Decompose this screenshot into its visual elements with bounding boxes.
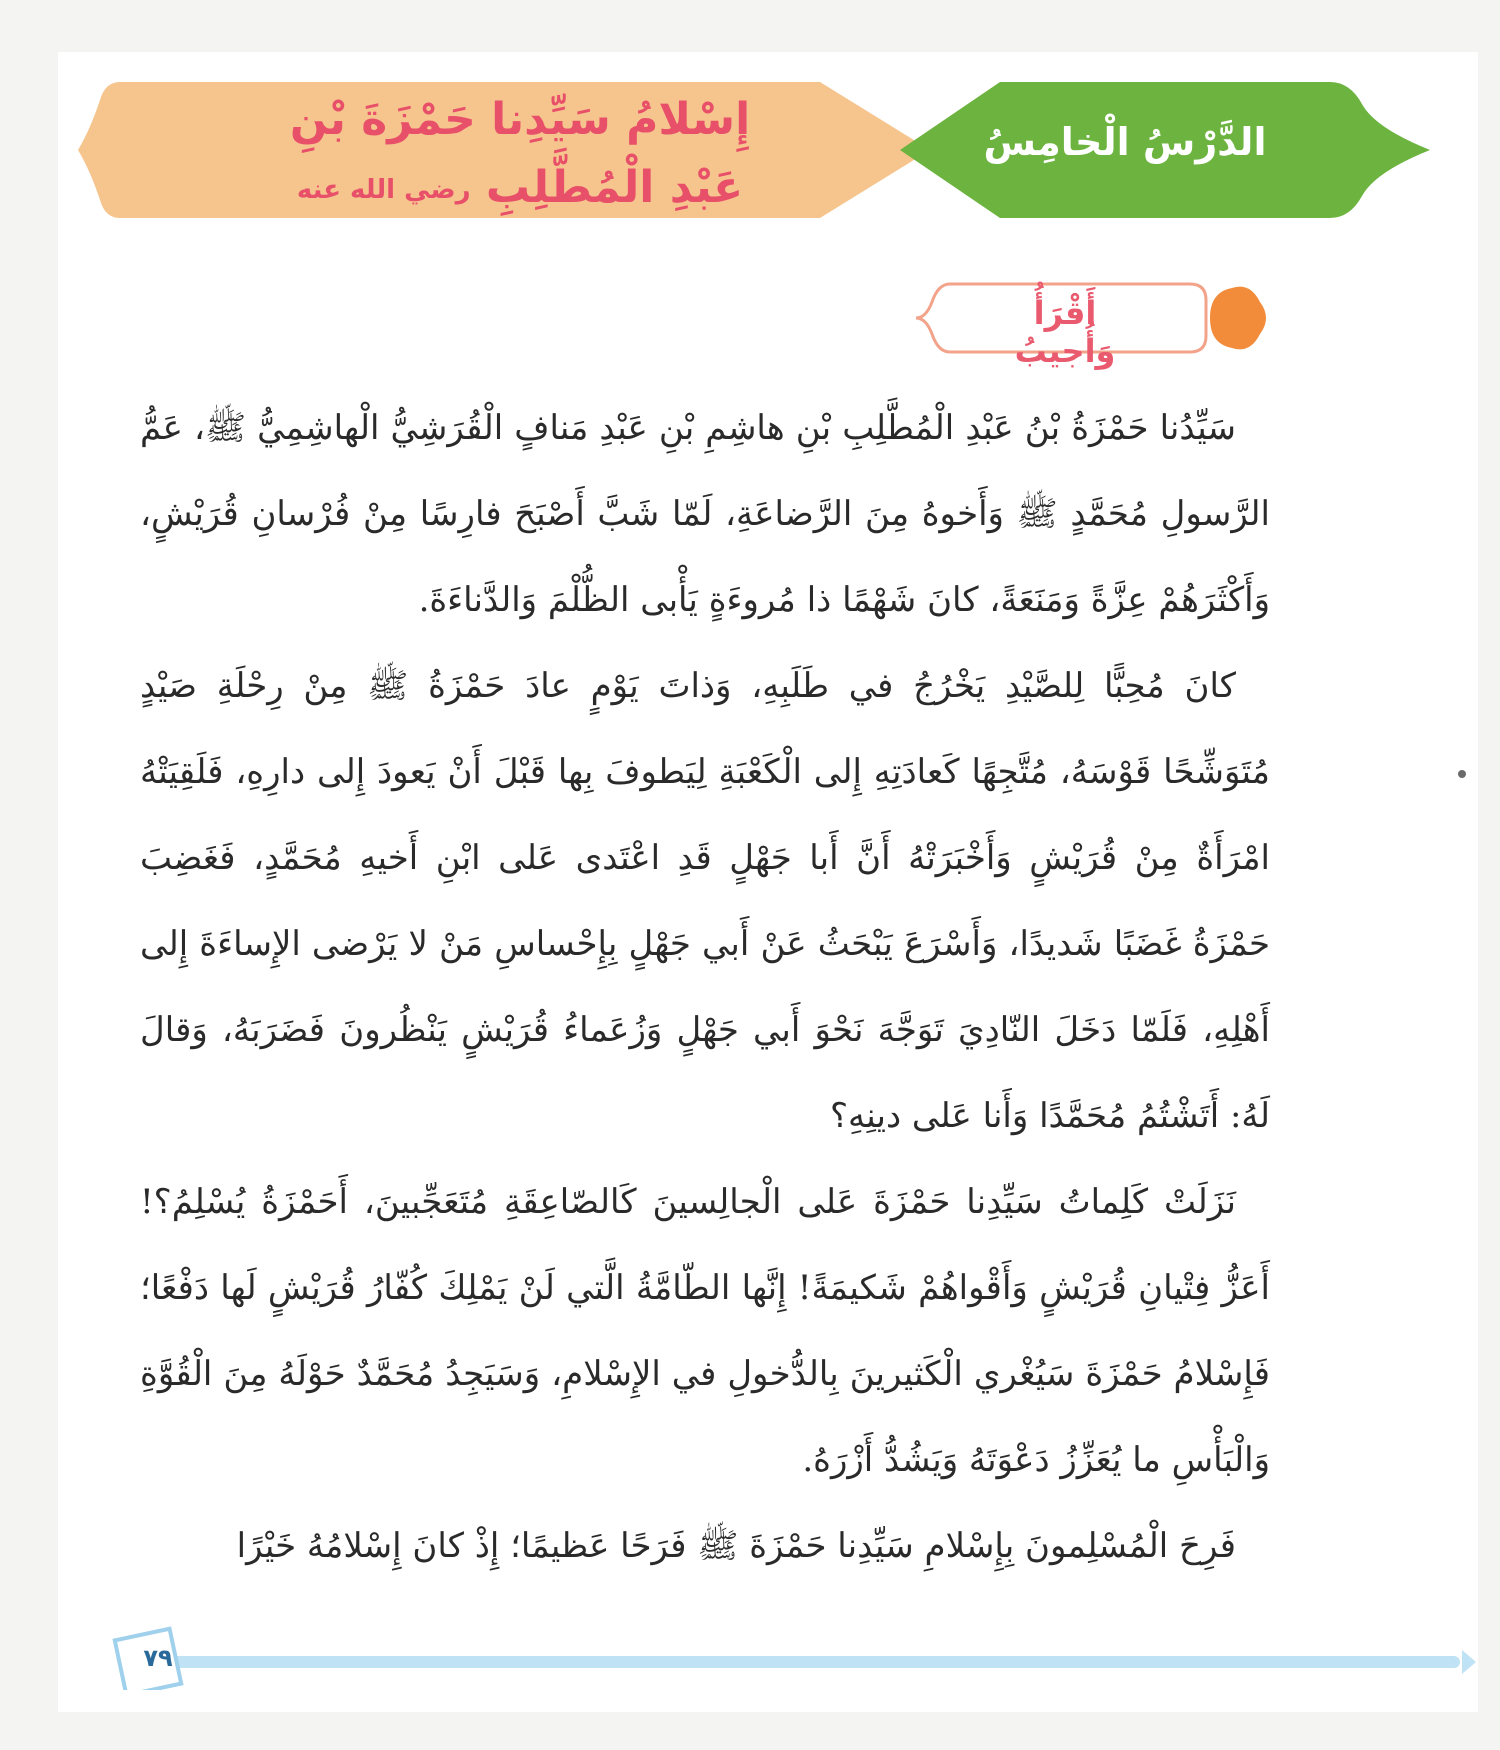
paragraph-2: كانَ مُحِبًّا لِلصَّيْدِ يَخْرُجُ في طَلَبِهِ، وَذاتَ يَوْمٍ عادَ حَمْزَةُ ﷺ مِنْ رِحْلَةِ صَيْدٍ مُتَوَشِّحًا قَوْسَهُ، مُتَّجِهًا كَعادَتِهِ إِلى الْكَعْبَةِ لِيَطوفَ بِها قَبْلَ أَنْ يَعودَ إِلى دارِهِ، فَلَقِيَتْهُ امْرَأَةٌ مِنْ قُرَيْشٍ وَأَخْبَرَتْهُ أَنَّ أَبا جَهْلٍ قَدِ اعْتَدى عَلى ابْنِ أَخيهِ مُحَمَّدٍ، فَغَضِبَ حَمْزَةُ غَضَبًا شَديدًا، وَأَسْرَعَ يَبْحَثُ عَنْ أَبي جَهْلٍ بِإِحْساسِ مَنْ لا يَرْضى الإِساءَةَ إِلى أَهْلِهِ، فَلَمّا دَخَلَ النّادِيَ تَوَجَّهَ نَحْوَ أَبي جَهْلٍ وَزُعَماءُ قُرَيْشٍ يَنْظُرونَ فَضَرَبَهُ، وَقالَ لَهُ: أَتَشْتُمُ مُحَمَّدًا وَأَنا عَلى دينِهِ؟ [140, 666, 1270, 1136]
paragraph-4: فَرِحَ الْمُسْلِمونَ بِإِسْلامِ سَيِّدِنا حَمْزَةَ ﷺ فَرَحًا عَظيمًا؛ إِذْ كانَ إِسْلامُهُ خَيْرًا [236, 1526, 1236, 1566]
lesson-title-line2: عَبْدِ الْمُطَّلِبِ [485, 162, 744, 213]
section-heading-label: أَقْرَأُ وَأُجيبُ [1014, 294, 1116, 370]
lesson-title-line1: إِسْلامُ سَيِّدِنا حَمْزَةَ بْنِ [289, 94, 751, 145]
section-heading [910, 272, 1270, 370]
footer-shapes [100, 1600, 1480, 1690]
lesson-label: الدَّرْسُ الْخامِسُ [983, 120, 1267, 164]
lesson-title-line2-wrap [200, 154, 840, 224]
lesson-body [140, 385, 1270, 1589]
lesson-title [200, 86, 840, 224]
honorific-mark: رضي الله عنه [296, 175, 471, 205]
footer-bar-tip [1462, 1650, 1476, 1674]
orange-flower-icon [1210, 287, 1266, 350]
edge-dot [1458, 770, 1466, 778]
paragraph-3: نَزَلَتْ كَلِماتُ سَيِّدِنا حَمْزَةَ عَلى الْجالِسينَ كَالصّاعِقَةِ مُتَعَجِّبينَ، أَحَمْزَةُ يُسْلِمُ؟! أَعَزُّ فِتْيانِ قُرَيْشٍ وَأَقْواهُمْ شَكيمَةً! إِنَّها الطّامَّةُ الَّتي لَنْ يَمْلِكَ كُفّارُ قُرَيْشٍ لَها دَفْعًا؛ فَإِسْلامُ حَمْزَةَ سَيُغْري الْكَثيرينَ بِالدُّخولِ في الإِسْلامِ، وَسَيَجِدُ مُحَمَّدٌ حَوْلَهُ مِنَ الْقُوَّةِ وَالْبَأْسِ ما يُعَزِّزُ دَعْوَتَهُ وَيَشُدُّ أَزْرَهُ. [140, 1182, 1270, 1480]
page-number: ٧٩ [143, 1644, 173, 1672]
lesson-banner [0, 0, 1500, 260]
footer-bar [160, 1656, 1460, 1668]
page-footer [100, 1600, 1480, 1690]
paragraph-1: سَيِّدُنا حَمْزَةُ بْنُ عَبْدِ الْمُطَّلِبِ بْنِ هاشِمِ بْنِ عَبْدِ مَنافٍ الْقُرَشِيُّ الْهاشِمِيُّ ﷺ، عَمُّ الرَّسولِ مُحَمَّدٍ ﷺ وَأَخوهُ مِنَ الرَّضاعَةِ، لَمّا شَبَّ أَصْبَحَ فارِسًا مِنْ فُرْسانِ قُرَيْشٍ، وَأَكْثَرَهُمْ عِزَّةً وَمَنَعَةً، كانَ شَهْمًا ذا مُروءَةٍ يَأْبى الظُّلْمَ وَالدَّناءَةَ. [140, 408, 1270, 620]
